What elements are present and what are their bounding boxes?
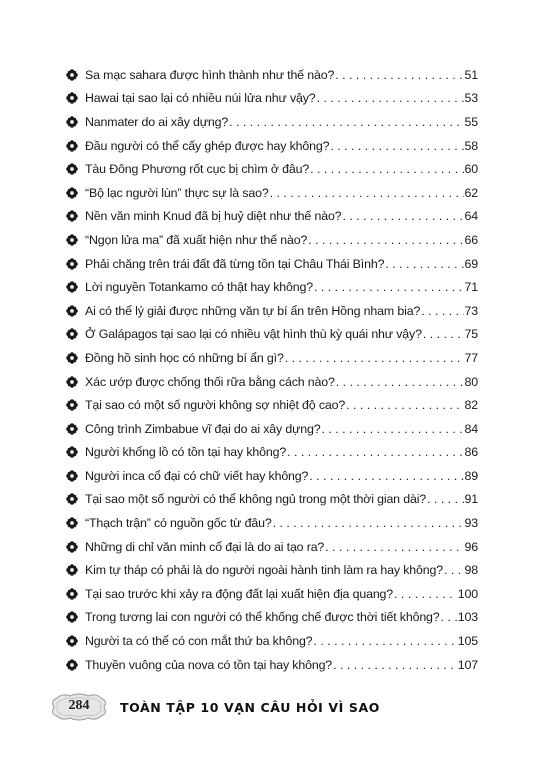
toc-entry-page: 105 <box>457 634 478 649</box>
toc-entry-title: Xác ướp được chống thối rữa bằng cách nào? <box>85 374 335 389</box>
dot-leader <box>421 304 463 318</box>
toc-entry-title: Trong tương lai con người có thể khống chế được thời tiết không? <box>85 610 440 625</box>
toc-entry <box>66 299 478 323</box>
toc-entry <box>66 110 478 134</box>
toc-entry <box>66 606 478 630</box>
flower-bullet-icon <box>66 423 78 435</box>
toc-entry-page: 80 <box>464 374 478 389</box>
toc-entry-page: 89 <box>464 468 478 483</box>
dot-leader <box>313 634 456 648</box>
toc-entry-page: 64 <box>464 209 478 224</box>
dot-leader <box>441 610 457 624</box>
flower-bullet-icon <box>66 517 78 529</box>
toc-entry-page: 62 <box>464 185 478 200</box>
dot-leader <box>270 186 464 200</box>
toc-entry-title: Lời nguyền Totankamo có thật hay không? <box>85 280 313 295</box>
toc-entry-page: 103 <box>457 610 478 625</box>
toc-entry-title: Đồng hồ sinh học có những bí ẩn gì? <box>85 350 284 365</box>
table-of-contents <box>66 63 478 676</box>
flower-bullet-icon <box>66 328 78 340</box>
toc-entry-page: 98 <box>464 563 478 578</box>
toc-entry-title: Người ta có thể có con mắt thứ ba không? <box>85 634 313 649</box>
book-title: TOÀN TẬP 10 VẠN CÂU HỎI VÌ SAO <box>120 700 380 715</box>
flower-bullet-icon <box>66 210 78 222</box>
toc-entry-page: 93 <box>464 516 478 531</box>
dot-leader <box>325 540 463 554</box>
dot-leader <box>309 469 463 483</box>
dot-leader <box>336 375 464 389</box>
flower-bullet-icon <box>66 234 78 246</box>
toc-entry <box>66 370 478 394</box>
toc-entry-page: 86 <box>464 445 478 460</box>
toc-entry-title: Đầu người có thể cấy ghép được hay không? <box>85 138 330 153</box>
toc-entry-page: 53 <box>464 91 478 106</box>
toc-entry-page: 96 <box>464 539 478 554</box>
flower-bullet-icon <box>66 281 78 293</box>
toc-entry-title: Tại sao có một số người không sợ nhiệt độ cao? <box>85 398 346 413</box>
toc-entry-page: 51 <box>464 67 478 82</box>
toc-entry-page: 60 <box>464 162 478 177</box>
toc-entry <box>66 157 478 181</box>
toc-entry-page: 100 <box>457 586 478 601</box>
dot-leader <box>330 139 463 153</box>
toc-entry-page: 71 <box>464 280 478 295</box>
toc-entry-page: 107 <box>457 657 478 672</box>
dot-leader <box>287 445 463 459</box>
flower-bullet-icon <box>66 635 78 647</box>
toc-entry-page: 58 <box>464 138 478 153</box>
dot-leader <box>310 162 463 176</box>
toc-entry <box>66 488 478 512</box>
flower-bullet-icon <box>66 399 78 411</box>
toc-entry-title: Nanmater do ai xây dựng? <box>85 114 229 129</box>
flower-bullet-icon <box>66 258 78 270</box>
dot-leader <box>346 398 463 412</box>
flower-bullet-icon <box>66 305 78 317</box>
toc-entry <box>66 252 478 276</box>
toc-entry <box>66 205 478 229</box>
toc-entry <box>66 181 478 205</box>
toc-entry <box>66 535 478 559</box>
toc-entry-page: 91 <box>464 492 478 507</box>
toc-entry-title: Sa mạc sahara được hình thành như thế nào? <box>85 67 335 82</box>
flower-bullet-icon <box>66 92 78 104</box>
toc-entry-title: Kim tự tháp có phải là do người ngoài hành tinh làm ra hay không? <box>85 563 444 578</box>
toc-entry <box>66 653 478 677</box>
toc-entry-title: Ở Galápagos tại sao lại có nhiều vật hình thù kỳ quái như vậy? <box>85 327 422 342</box>
toc-entry-title: “Bộ lạc người lùn” thực sự là sao? <box>85 185 269 200</box>
toc-entry <box>66 346 478 370</box>
flower-bullet-icon <box>66 163 78 175</box>
dot-leader <box>342 209 463 223</box>
toc-entry <box>66 511 478 535</box>
dot-leader <box>427 492 463 506</box>
toc-entry-title: “Thạch trận” có nguồn gốc từ đâu? <box>85 516 272 531</box>
toc-entry <box>66 629 478 653</box>
dot-leader <box>314 280 464 294</box>
toc-entry-title: “Ngọn lửa ma” đã xuất hiện như thế nào? <box>85 232 308 247</box>
flower-bullet-icon <box>66 140 78 152</box>
flower-bullet-icon <box>66 446 78 458</box>
flower-bullet-icon <box>66 541 78 553</box>
toc-entry <box>66 275 478 299</box>
dot-leader <box>444 563 464 577</box>
toc-entry-title: Người khổng lồ có tồn tại hay không? <box>85 445 287 460</box>
toc-entry-title: Tại sao một số người có thể không ngủ trong một thời gian dài? <box>85 492 427 507</box>
dot-leader <box>394 587 457 601</box>
flower-bullet-icon <box>66 352 78 364</box>
dot-leader <box>333 658 457 672</box>
toc-entry-title: Ai có thể lý giải được những văn tự bí ẩn trên Hồng nham bia? <box>85 303 421 318</box>
toc-entry <box>66 441 478 465</box>
toc-entry <box>66 134 478 158</box>
dot-leader <box>229 115 463 129</box>
toc-entry-title: Thuyền vuông của nova có tồn tại hay không? <box>85 657 333 672</box>
toc-entry <box>66 558 478 582</box>
flower-bullet-icon <box>66 116 78 128</box>
toc-entry-page: 73 <box>464 303 478 318</box>
dot-leader <box>322 422 464 436</box>
toc-entry-title: Người inca cổ đại có chữ viết hay không? <box>85 468 309 483</box>
dot-leader <box>335 68 463 82</box>
flower-bullet-icon <box>66 611 78 623</box>
dot-leader <box>385 257 463 271</box>
toc-entry-title: Tại sao trước khi xảy ra động đất lại xuất hiện địa quang? <box>85 586 394 601</box>
toc-entry-page: 84 <box>464 421 478 436</box>
page-number: 284 <box>68 698 90 713</box>
page-footer <box>48 692 380 724</box>
flower-bullet-icon <box>66 470 78 482</box>
toc-entry-title: Nền văn minh Knud đã bị huỷ diệt như thế nào? <box>85 209 342 224</box>
toc-entry <box>66 417 478 441</box>
flower-bullet-icon <box>66 69 78 81</box>
flower-bullet-icon <box>66 588 78 600</box>
dot-leader <box>285 351 464 365</box>
toc-entry-title: Hawai tại sao lại có nhiều núi lửa như vậy? <box>85 91 316 106</box>
dot-leader <box>423 327 464 341</box>
toc-entry-page: 55 <box>464 114 478 129</box>
toc-entry-title: Phải chăng trên trái đất đã từng tồn tại Châu Thái Bình? <box>85 256 385 271</box>
toc-entry-page: 69 <box>464 256 478 271</box>
dot-leader <box>308 233 463 247</box>
toc-entry <box>66 393 478 417</box>
flower-bullet-icon <box>66 564 78 576</box>
toc-entry <box>66 63 478 87</box>
toc-entry-title: Tàu Đông Phương rốt cục bị chìm ở đâu? <box>85 162 310 177</box>
toc-entry-title: Công trình Zimbabue vĩ đại do ai xây dựng? <box>85 421 321 436</box>
flower-bullet-icon <box>66 376 78 388</box>
toc-entry-page: 82 <box>464 398 478 413</box>
flower-bullet-icon <box>66 659 78 671</box>
flower-bullet-icon <box>66 493 78 505</box>
flower-bullet-icon <box>66 187 78 199</box>
toc-entry <box>66 228 478 252</box>
toc-entry <box>66 323 478 347</box>
toc-entry <box>66 464 478 488</box>
dot-leader <box>317 91 464 105</box>
toc-entry-page: 77 <box>464 350 478 365</box>
toc-entry <box>66 582 478 606</box>
dot-leader <box>273 516 464 530</box>
toc-entry-page: 75 <box>464 327 478 342</box>
toc-entry-page: 66 <box>464 232 478 247</box>
toc-entry <box>66 87 478 111</box>
toc-entry-title: Những di chỉ văn minh cổ đại là do ai tạo ra? <box>85 539 325 554</box>
